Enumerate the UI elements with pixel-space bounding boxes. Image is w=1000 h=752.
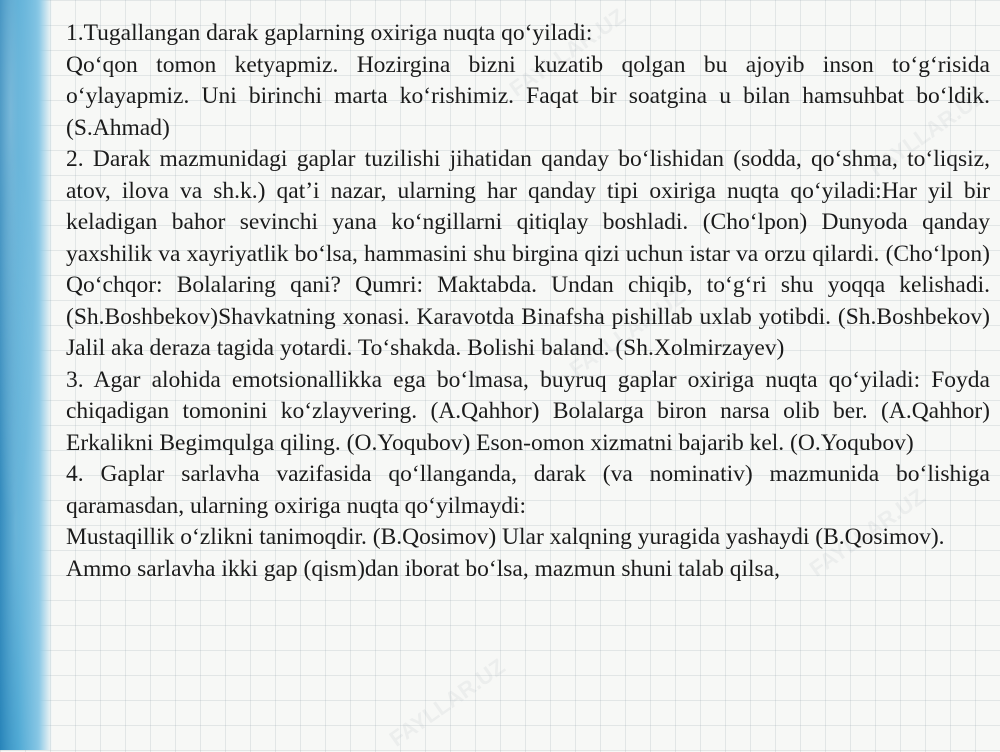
rule-3-paragraph: 3. Agar alohida emotsionallikka ega bo‘lmasa, buyruq gaplar oxiriga nuqta qo‘yiladi: Foyda chiqadigan tomonini ko‘zlayvering. (A.Qahhor) Bolalarga biron narsa olib ber. (A.Qahhor) Erkalikni Begimqulga qiling. (O.Yoqubov) Eson-omon xizmatni bajarib kel. (O.Yoqubov) [66, 366, 990, 456]
watermark: FAYLLAR.UZ [564, 283, 690, 382]
watermark: FAYLLAR.UZ [864, 83, 990, 182]
rule-2-paragraph: 2. Darak mazmunidagi gaplar tuzilishi jihatidan qanday bo‘lishidan (sodda, qo‘shma, to‘liqsiz, atov, ilova va sh.k.) qat’i nazar, ularning har qanday tipi oxiriga nuqta qo‘yiladi:Har yil bir keladigan bahor sevinchi yana ko‘ngillarni qitiqlay boshladi. (Cho‘lpon) Dunyoda qanday yaxshilik va xayriyatlik bo‘lsa, hammasini shu birgina qizi uchun istar va orzu qilardi. (Cho‘lpon) Qo‘chqor: Bolalaring qani? Qumri: Maktabda. Undan chiqib, to‘g‘ri shu yoqqa kelishadi. (Sh.Boshbekov)Shavkatning xonasi. Karavotda Binafsha pishillab uxlab yotibdi. (Sh.Boshbekov) Jalil aka deraza tagida yotardi. To‘shakda. Bolishi baland. (Sh.Xolmirzayev) [66, 146, 990, 361]
rule-4-examples: Mustaqillik o‘zlikni tanimoqdir. (B.Qosimov) Ular xalqning yuragida yashaydi (B.Qosimov). [66, 524, 945, 550]
rule-1-examples: Qo‘qon tomon ketyapmiz. Hozirgina bizni kuzatib qolgan bu ajoyib inson to‘g‘risida o‘ylayapmiz. Uni birinchi marta ko‘rishimiz. Faqat bir soatgina u bilan hamsuhbat bo‘ldik. (S.Ahmad) [66, 51, 990, 141]
continuation-paragraph: Ammo sarlavha ikki gap (qism)dan iborat bo‘lsa, mazmun shuni talab qilsa, [66, 555, 780, 582]
rule-1-heading: 1.Tugallangan darak gaplarning oxiriga nuqta qo‘yiladi: [66, 20, 593, 46]
rule-4-paragraph: 4. Gaplar sarlavha vazifasida qo‘llanganda, darak (va nominativ) mazmunida bo‘lishiga qaramasdan, ularning oxiriga nuqta qo‘yilmaydi: [66, 461, 990, 519]
document-body [66, 18, 990, 585]
watermark: FAYLLAR.UZ [384, 653, 510, 752]
watermark: FAYLLAR.UZ [804, 483, 930, 582]
decorative-side-band [0, 0, 52, 750]
watermark: FAYLLAR.UZ [504, 3, 630, 102]
